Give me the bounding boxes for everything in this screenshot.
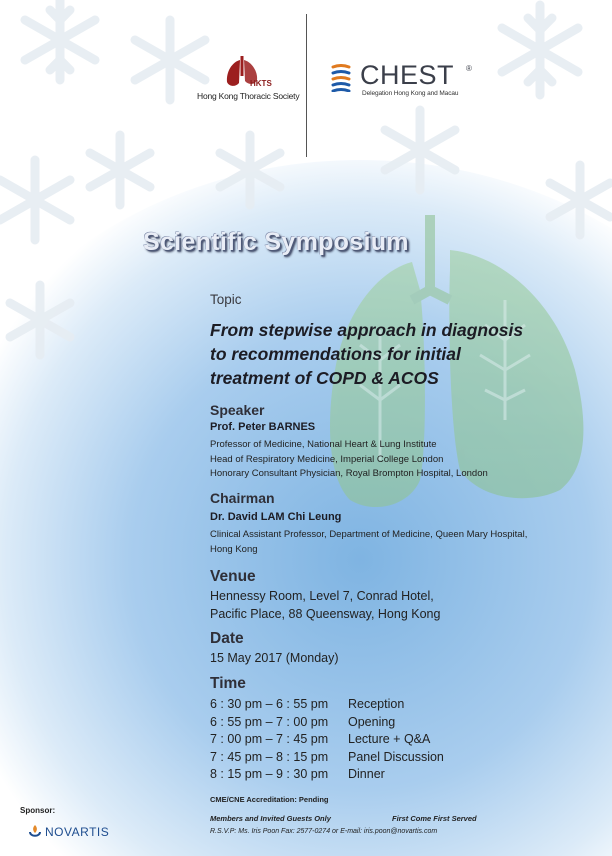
topic-line: to recommendations for initial xyxy=(210,344,461,364)
schedule-row xyxy=(210,766,444,784)
credential-line: Clinical Assistant Professor, Department of Medicine, Queen Mary Hospital, xyxy=(210,529,528,540)
venue-line: Pacific Place, 88 Queensway, Hong Kong xyxy=(210,607,441,621)
credential-line: Hong Kong xyxy=(210,543,258,555)
chairman-name: Dr. David LAM Chi Leung xyxy=(210,511,342,523)
speaker-label: Speaker xyxy=(210,402,265,418)
rsvp-contact: R.S.V.P: Ms. Iris Poon Fax: 2577-0274 or E-mail: iris.poon@novartis.com xyxy=(210,828,438,835)
schedule-time: 7 : 00 pm – 7 : 45 pm xyxy=(210,732,329,746)
schedule-event: Panel Discussion xyxy=(348,749,444,764)
schedule-time: 6 : 30 pm – 6 : 55 pm xyxy=(210,697,329,711)
schedule-row xyxy=(210,696,444,714)
hkts-name: Hong Kong Thoracic Society xyxy=(197,91,300,101)
chest-stripes-logo-icon xyxy=(331,64,357,92)
topic-label: Topic xyxy=(210,292,242,307)
chairman-credentials xyxy=(210,528,580,557)
date-value: 15 May 2017 (Monday) xyxy=(210,651,339,665)
chest-wordmark: CHEST xyxy=(360,60,455,90)
time-label: Time xyxy=(210,675,246,692)
cme-accreditation: CME/CNE Accreditation: Pending xyxy=(210,795,329,804)
novartis-flame-logo-icon xyxy=(28,824,42,840)
schedule-time: 7 : 45 pm – 8 : 15 pm xyxy=(210,749,329,764)
hkts-abbreviation: HKTS xyxy=(250,79,272,88)
schedule-row xyxy=(210,731,444,749)
schedule-time: 8 : 15 pm – 9 : 30 pm xyxy=(210,767,329,781)
schedule-row xyxy=(210,714,444,732)
members-notice: Members and Invited Guests Only xyxy=(210,814,331,823)
schedule-row xyxy=(210,749,444,767)
credential-line: Professor of Medicine, National Heart & Lung Institute xyxy=(210,439,437,450)
venue-line: Hennessy Room, Level 7, Conrad Hotel, xyxy=(210,589,434,603)
topic-title xyxy=(210,318,600,390)
sponsor-label: Sponsor: xyxy=(20,806,56,815)
logo-divider xyxy=(306,14,307,157)
topic-line: From stepwise approach in diagnosis xyxy=(210,320,524,340)
credential-line: Head of Respiratory Medicine, Imperial College London xyxy=(210,453,444,465)
schedule xyxy=(210,696,444,784)
venue-address xyxy=(210,587,440,623)
schedule-event: Reception xyxy=(348,697,405,711)
speaker-name: Prof. Peter BARNES xyxy=(210,421,316,433)
schedule-event: Dinner xyxy=(348,767,385,781)
chest-registered-mark: ® xyxy=(466,64,472,73)
schedule-event: Opening xyxy=(348,714,396,729)
novartis-wordmark: NOVARTIS xyxy=(45,825,110,839)
date-label: Date xyxy=(210,630,244,647)
topic-line: treatment of COPD & ACOS xyxy=(210,368,439,388)
schedule-time: 6 : 55 pm – 7 : 00 pm xyxy=(210,714,329,729)
chest-subtitle: Delegation Hong Kong and Macau xyxy=(362,90,459,97)
speaker-credentials xyxy=(210,438,488,482)
credential-line: Honorary Consultant Physician, Royal Brompton Hospital, London xyxy=(210,468,488,479)
chairman-label: Chairman xyxy=(210,490,275,506)
event-title: Scientific Symposium xyxy=(143,228,409,256)
venue-label: Venue xyxy=(210,568,256,585)
first-come-notice: First Come First Served xyxy=(392,814,477,823)
schedule-event: Lecture + Q&A xyxy=(348,732,431,746)
